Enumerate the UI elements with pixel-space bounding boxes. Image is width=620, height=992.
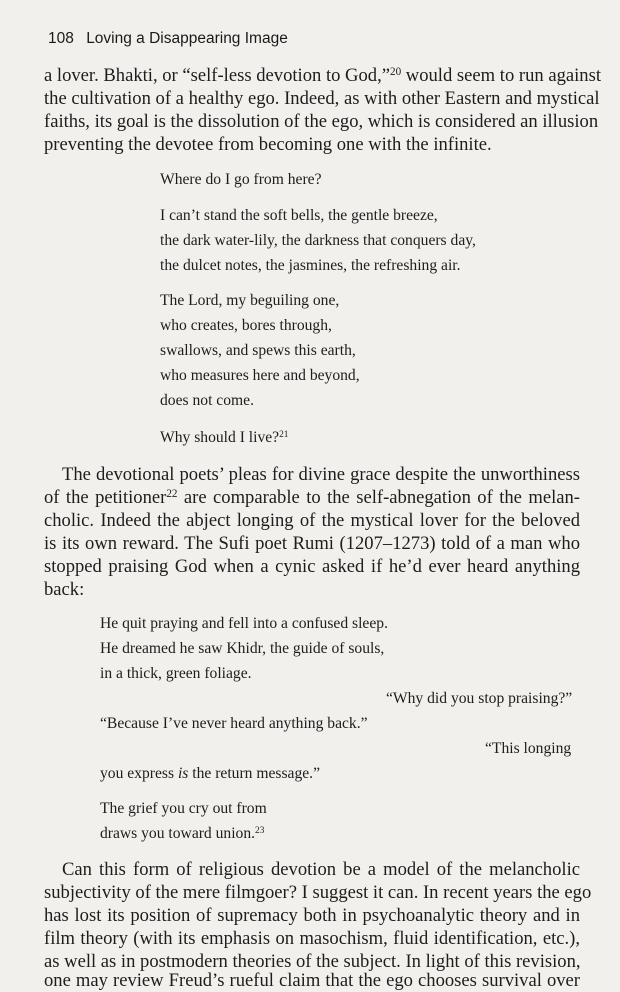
body-line: is its own reward. The Sufi poet Rumi (1207–1273) told of a man who — [44, 533, 580, 554]
footnote-marker: 20 — [389, 65, 402, 78]
verse-line: does not come. — [160, 392, 254, 409]
footnote-marker: 21 — [279, 429, 289, 440]
body-line: stopped praising God when a cynic asked if he’d ever heard anything — [44, 556, 580, 577]
verse-line: Where do I go from here? — [160, 171, 322, 188]
body-line: subjectivity of the mere filmgoer? I suggest it can. In recent years the ego — [44, 882, 592, 903]
verse-line: draws you toward union.$^{23}$ — [100, 825, 265, 842]
verse-line: who creates, bores through, — [160, 317, 332, 334]
running-title: Loving a Disappearing Image — [86, 30, 288, 47]
emphasis: is — [177, 765, 189, 782]
verse-line: The grief you cry out from — [100, 800, 267, 817]
footnote-marker: 23 — [255, 825, 265, 836]
body-line: The devotional poets’ pleas for divine grace despite the unworthiness — [62, 464, 580, 485]
body-line: as well as in postmodern theories of the subject. In light of this revision, — [44, 951, 581, 972]
verse-line: He dreamed he saw Khidr, the guide of souls, — [100, 640, 385, 657]
body-line: a lover. Bhakti, or “self-less devotion to God,”$^{20}$ would seem to run against — [44, 65, 601, 86]
body-line: has lost its position of supremacy both in psychoanalytic theory and in — [44, 905, 580, 926]
body-line: film theory (with its emphasis on masochism, fluid identification, etc.), — [44, 928, 580, 949]
page-number: 108 — [48, 30, 74, 47]
verse-line: He quit praying and fell into a confused sleep. — [100, 615, 388, 632]
body-line: faiths, its goal is the dissolution of the ego, which is considered an illusion — [44, 111, 599, 132]
verse-line: I can’t stand the soft bells, the gentle breeze, — [160, 207, 438, 224]
verse-line: “Because I’ve never heard anything back.” — [100, 715, 368, 732]
body-line: the cultivation of a healthy ego. Indeed, as with other Eastern and mystical — [44, 88, 600, 109]
body-line: Can this form of religious devotion be a model of the melancholic — [62, 859, 580, 880]
verse-line: swallows, and spews this earth, — [160, 342, 356, 359]
footnote-marker: 22 — [166, 487, 178, 500]
verse-line: “This longing — [485, 740, 572, 757]
running-header — [48, 30, 288, 48]
verse-line: in a thick, green foliage. — [100, 665, 252, 682]
body-line: back: — [44, 579, 85, 600]
body-line: one may review Freud’s rueful claim that the ego chooses survival over — [44, 970, 580, 991]
verse-line: the dulcet notes, the jasmines, the refreshing air. — [160, 257, 461, 274]
verse-line: you express is the return message.” — [100, 765, 321, 782]
verse-line: the dark water-lily, the darkness that conquers day, — [160, 232, 476, 249]
verse-line: Why should I live?$^{21}$ — [160, 429, 289, 446]
body-line: cholic. Indeed the abject longing of the mystical lover for the beloved — [44, 510, 580, 531]
verse-line: The Lord, my beguiling one, — [160, 292, 340, 309]
body-line: of the petitioner$^{22}$ are comparable to the self-abnegation of the melan- — [44, 487, 580, 508]
verse-line: “Why did you stop praising?” — [386, 690, 573, 707]
verse-line: who measures here and beyond, — [160, 367, 360, 384]
body-line: preventing the devotee from becoming one with the infinite. — [44, 134, 492, 155]
